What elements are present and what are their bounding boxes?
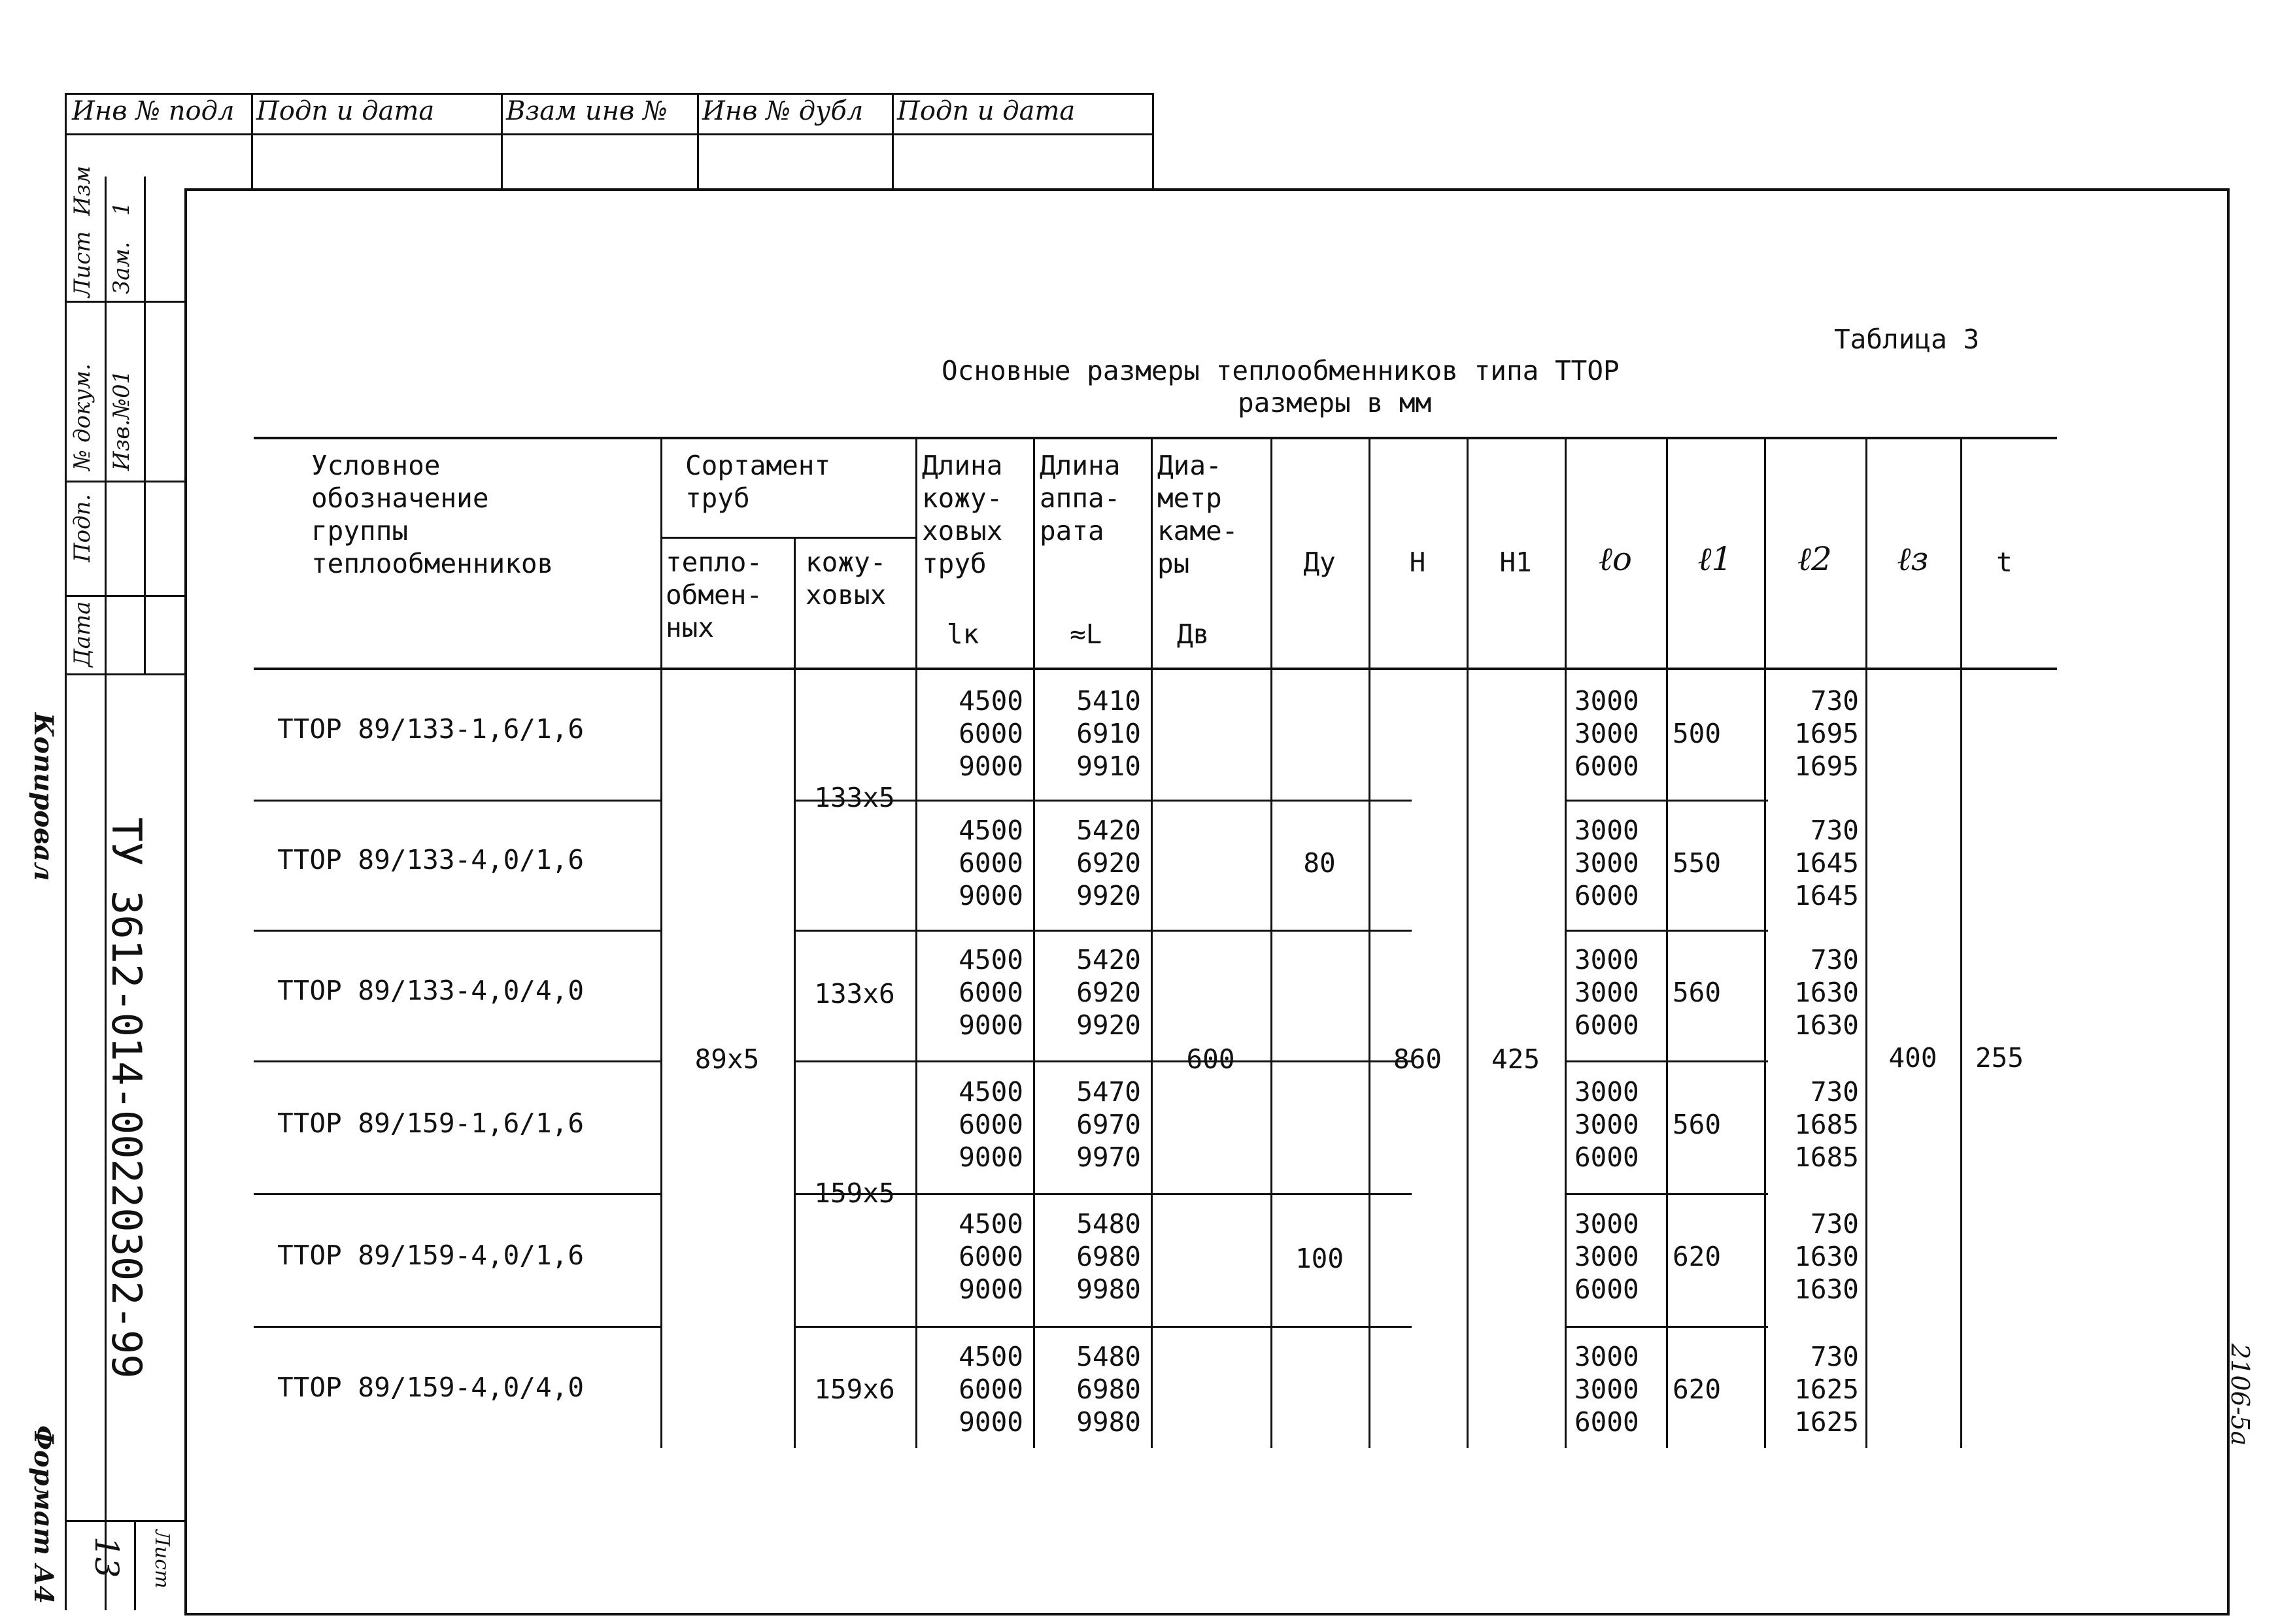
stamp-label-inv-dubl: Инв № дубл (702, 96, 864, 126)
header-l3: ℓз (1897, 540, 1929, 578)
header-l0: ℓо (1599, 540, 1632, 578)
dimensions-table (254, 435, 2057, 1455)
strip-divider (65, 301, 186, 303)
row-name: ТТОР 89/133-1,6/1,6 (277, 713, 584, 745)
stamp-label-inv-podl: Инв № подл (72, 96, 235, 126)
stamp-cell (697, 95, 894, 190)
cell-shell-159x6: 159х6 (814, 1374, 895, 1405)
header-l1: ℓ1 (1697, 540, 1733, 578)
row-shell-length: 4500 6000 9000 (959, 685, 1023, 782)
row-l0: 3000 3000 6000 (1574, 1208, 1639, 1305)
stamp-label-podp-data: Подп и дата (256, 96, 435, 126)
row-l1: 620 (1673, 1241, 1722, 1272)
col-rule (1270, 437, 1272, 1448)
col-rule (1960, 437, 1962, 1448)
header-apparatus-length: Длина аппа- рата (1040, 450, 1121, 547)
cell-du-80: 80 (1303, 847, 1336, 879)
rev-label-podp: Подп. (69, 494, 95, 562)
header-shell-length-symbol: lк (947, 618, 979, 650)
header-apparatus-length-symbol: ≈L (1070, 618, 1102, 650)
cell-heat-tube: 89х5 (694, 1043, 760, 1075)
header-heat-tubes: тепло- обмен- ных (666, 547, 763, 643)
row-l0: 3000 3000 6000 (1574, 1341, 1639, 1438)
row-separator (254, 800, 660, 802)
strip-divider (65, 595, 186, 597)
strip-divider (105, 177, 107, 673)
cell-shell-159x5: 159х5 (814, 1177, 895, 1209)
kopiroval-caption: Копировал (28, 713, 59, 881)
row-l2: 730 1630 1630 (1794, 1208, 1859, 1305)
rev-label-list: Лист (69, 231, 95, 297)
rev-label-data: Дата (69, 601, 95, 667)
rev-label-izm: Изм (69, 165, 95, 216)
row-l1: 560 (1673, 977, 1722, 1008)
header-shell-length: Длина кожу- ховых труб (922, 450, 1003, 579)
strip-divider (65, 481, 186, 482)
header-group-designation: Условное обозначение группы теплообменников (311, 450, 554, 579)
table-title: Основные размеры теплообменников типа ТТОР (942, 355, 1620, 386)
row-l1: 560 (1673, 1109, 1722, 1140)
row-l1: 620 (1673, 1374, 1722, 1405)
row-l0: 3000 3000 6000 (1574, 815, 1639, 911)
row-shell-length: 4500 6000 9000 (959, 944, 1023, 1041)
row-apparatus-length: 5420 6920 9920 (1076, 944, 1141, 1041)
cell-du-100: 100 (1295, 1243, 1344, 1274)
row-name: ТТОР 89/159-4,0/1,6 (277, 1240, 584, 1271)
rev-label-doc: № докум. (69, 363, 95, 471)
row-apparatus-length: 5410 6910 9910 (1076, 685, 1141, 782)
row-shell-length: 4500 6000 9000 (959, 1076, 1023, 1173)
row-l0: 3000 3000 6000 (1574, 1076, 1639, 1173)
col-rule (660, 437, 662, 1448)
row-separator (794, 1326, 918, 1328)
row-apparatus-length: 5420 6920 9920 (1076, 815, 1141, 911)
sheet-number: 13 (88, 1536, 126, 1578)
row-separator (254, 1060, 660, 1062)
sheet-label: Лист (150, 1530, 173, 1589)
header-h1: Н1 (1499, 547, 1532, 578)
row-l0: 3000 3000 6000 (1574, 944, 1639, 1041)
strip-divider (65, 673, 186, 675)
header-l2: ℓ2 (1797, 540, 1832, 578)
strip-divider (134, 1520, 136, 1610)
header-t: t (1996, 547, 2013, 578)
cell-h1: 425 (1491, 1043, 1540, 1075)
cell-shell-133x6: 133х6 (814, 978, 895, 1009)
stamp-cell (251, 95, 503, 190)
cell-l3: 400 (1888, 1042, 1937, 1074)
header-tube-assortment: Сортамент труб (685, 450, 831, 514)
row-separator (254, 1193, 660, 1195)
cell-shell-133x5: 133х5 (814, 782, 895, 813)
table-label: Таблица 3 (1834, 324, 1980, 355)
approval-stamp (65, 93, 1154, 190)
stamp-divider (67, 133, 1152, 135)
row-name: ТТОР 89/133-4,0/1,6 (277, 844, 584, 875)
cell-h: 860 (1393, 1043, 1442, 1075)
rev-value-izm: 1 (109, 201, 135, 216)
col-rule (1666, 437, 1668, 1448)
header-bottom-rule (254, 668, 2057, 670)
row-l2: 730 1685 1685 (1794, 1076, 1859, 1173)
rev-value-doc: Изв.№01 (109, 369, 135, 471)
document-code: ТУ 3612-014-00220302-99 (103, 817, 150, 1379)
header-h: Н (1409, 547, 1426, 578)
du-separator (1270, 1060, 1336, 1062)
strip-divider (65, 1520, 186, 1522)
header-du: Ду (1303, 547, 1336, 578)
row-l2: 730 1630 1630 (1794, 944, 1859, 1041)
row-shell-length: 4500 6000 9000 (959, 1208, 1023, 1305)
row-l2: 730 1625 1625 (1794, 1341, 1859, 1438)
row-separator (254, 930, 660, 932)
row-separator (254, 1326, 660, 1328)
stamp-cell (501, 95, 699, 190)
col-rule (1151, 437, 1153, 1448)
cell-chamber-diameter: 600 (1186, 1043, 1235, 1075)
header-chamber-diameter: Диа- метр каме- ры (1157, 450, 1238, 579)
row-apparatus-length: 5480 6980 9980 (1076, 1341, 1141, 1438)
cell-t: 255 (1975, 1042, 2024, 1074)
col-rule (1865, 437, 1867, 1448)
row-l2: 730 1695 1695 (1794, 685, 1859, 782)
row-name: ТТОР 89/159-4,0/4,0 (277, 1372, 584, 1403)
strip-divider (144, 177, 146, 673)
stamp-label-vzam-inv: Взам инв № (506, 96, 668, 126)
row-l1: 500 (1673, 718, 1722, 749)
rev-value-list: Зам. (109, 241, 135, 294)
stamp-label-podp-data-2: Подп и дата (897, 96, 1076, 126)
row-shell-length: 4500 6000 9000 (959, 815, 1023, 911)
row-apparatus-length: 5470 6970 9970 (1076, 1076, 1141, 1173)
header-chamber-diameter-symbol: Дв (1177, 618, 1210, 650)
col-rule (1467, 437, 1469, 1448)
row-shell-length: 4500 6000 9000 (959, 1341, 1023, 1438)
archive-number: 2106-5а (2226, 1344, 2254, 1446)
header-shell-tubes: кожу- ховых (806, 547, 887, 611)
format-caption: Формат А4 (28, 1425, 59, 1604)
row-name: ТТОР 89/159-1,6/1,6 (277, 1108, 584, 1139)
col-rule (1368, 437, 1370, 1448)
row-apparatus-length: 5480 6980 9980 (1076, 1208, 1141, 1305)
stamp-cell (892, 95, 1150, 190)
row-l1: 550 (1673, 847, 1722, 879)
units-caption: размеры в мм (1238, 387, 1432, 418)
row-l2: 730 1645 1645 (1794, 815, 1859, 911)
row-l0: 3000 3000 6000 (1574, 685, 1639, 782)
col-rule (1565, 437, 1567, 1448)
header-subrule (660, 537, 915, 539)
row-separator (794, 930, 1412, 932)
table-top-rule (254, 437, 2057, 439)
row-name: ТТОР 89/133-4,0/4,0 (277, 975, 584, 1006)
